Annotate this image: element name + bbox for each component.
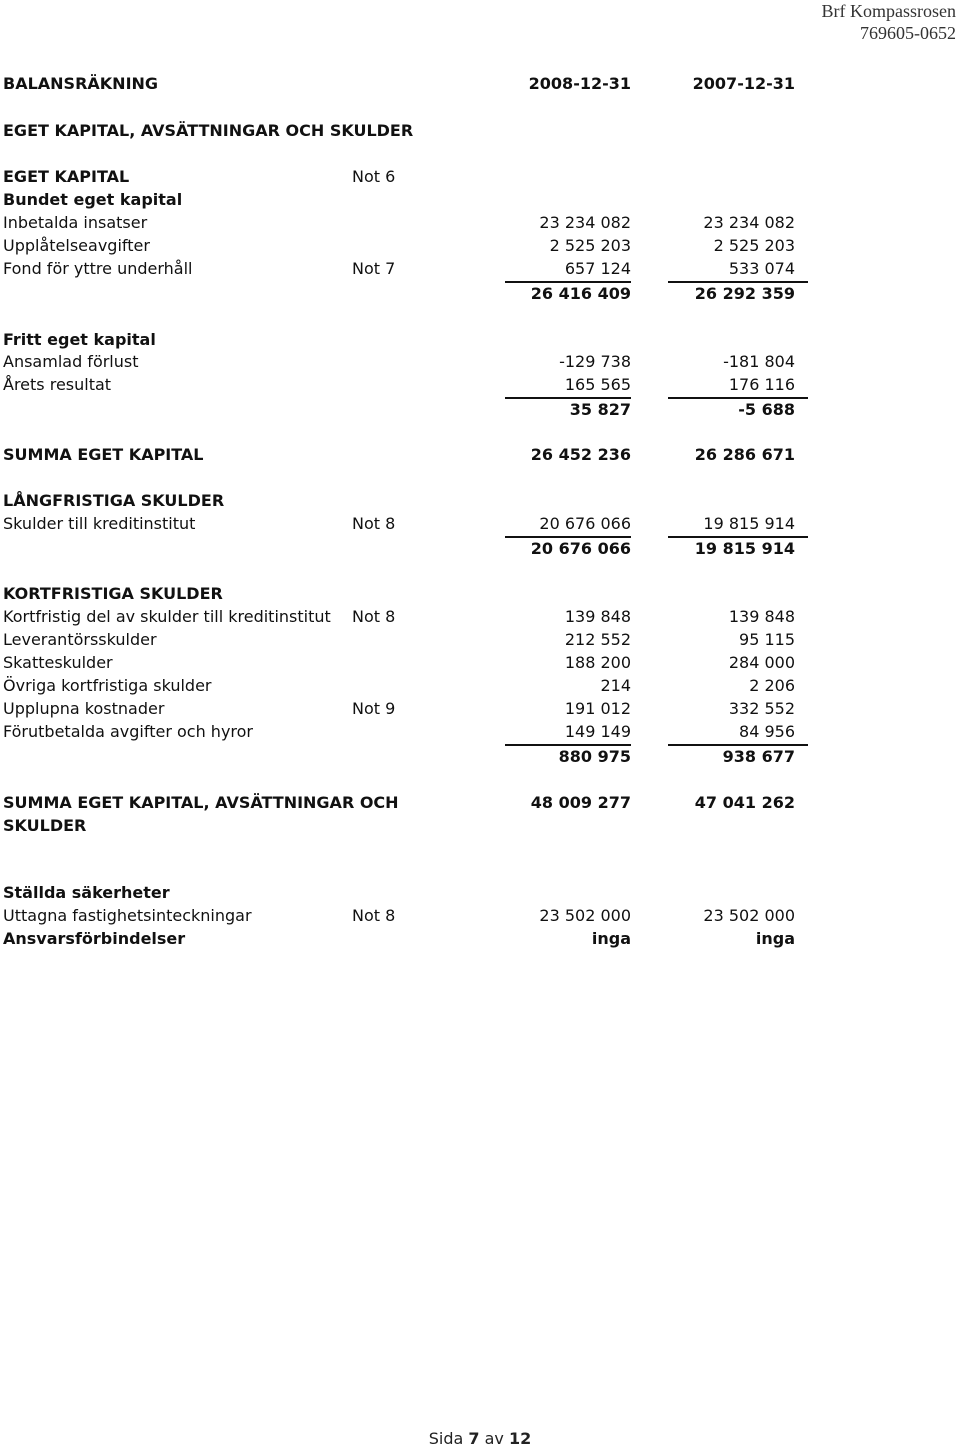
row-note: Not 8	[352, 906, 396, 925]
column-header-2008: 2008-12-31	[528, 74, 631, 93]
table-row	[3, 605, 803, 628]
subtotal-2007: 26 292 359	[694, 284, 795, 303]
table-row	[3, 257, 803, 280]
row-value-2007: 23 234 082	[703, 213, 795, 232]
page-number: 7	[468, 1429, 480, 1448]
row-value-2008: 2 525 203	[549, 236, 631, 255]
grand-total-2008: 48 009 277	[530, 793, 631, 812]
row-value-2007: 284 000	[728, 653, 795, 672]
ansvar-label: Ansvarsförbindelser	[3, 929, 186, 948]
row-value-2008: 139 848	[564, 607, 631, 626]
row-label: Upplupna kostnader	[3, 699, 165, 718]
total-2007: 26 286 671	[694, 445, 795, 464]
row-label: Inbetalda insatser	[3, 213, 148, 232]
org-number: 769605-0652	[860, 23, 956, 43]
row-value-2007: 533 074	[728, 259, 795, 278]
page-title: BALANSRÄKNING	[3, 74, 159, 93]
table-row	[3, 697, 803, 720]
subtotal-row	[3, 745, 803, 768]
row-label: Upplåtelseavgifter	[3, 236, 150, 255]
row-value-2007: -181 804	[723, 352, 795, 371]
subtotal-row	[3, 282, 803, 305]
grand-total-row	[3, 791, 803, 837]
subtotal-2007: 938 677	[722, 747, 795, 766]
stallda-heading: Ställda säkerheter	[3, 883, 170, 902]
document-header	[822, 0, 956, 44]
table-row	[3, 350, 803, 373]
page-footer	[0, 1429, 960, 1449]
ansvar-row	[3, 927, 803, 950]
grand-total-2007: 47 041 262	[694, 793, 795, 812]
section-title: EGET KAPITAL, AVSÄTTNINGAR OCH SKULDER	[3, 121, 414, 140]
row-value-2008: 149 149	[564, 722, 631, 741]
table-row	[3, 674, 803, 697]
eget-kapital-note: Not 6	[352, 167, 396, 186]
row-value-2007: 139 848	[728, 607, 795, 626]
row-value-2008: 23 234 082	[539, 213, 631, 232]
ansvar-2008: inga	[591, 929, 631, 948]
kortfristiga-heading: KORTFRISTIGA SKULDER	[3, 584, 223, 603]
table-row	[3, 234, 803, 257]
row-label: Kortfristig del av skulder till kreditinstitut	[3, 607, 331, 626]
row-value-2007: 176 116	[728, 375, 795, 394]
row-label: Årets resultat	[3, 375, 112, 394]
bundet-heading-row	[3, 188, 803, 211]
row-label: Leverantörsskulder	[3, 630, 157, 649]
page-prefix: Sida	[428, 1429, 464, 1448]
page-total: 12	[509, 1429, 532, 1448]
subtotal-2007: -5 688	[738, 400, 795, 419]
row-value-2008: -129 738	[559, 352, 631, 371]
row-value-2008: 165 565	[564, 375, 631, 394]
section-heading-main	[3, 119, 803, 142]
total-2008: 26 452 236	[530, 445, 631, 464]
table-row	[3, 628, 803, 651]
row-note: Not 9	[352, 699, 396, 718]
row-value-2007: 19 815 914	[703, 514, 795, 533]
row-label: Ansamlad förlust	[3, 352, 139, 371]
bundet-heading: Bundet eget kapital	[3, 190, 183, 209]
ansvar-2007: inga	[755, 929, 795, 948]
row-value-2007: 2 525 203	[713, 236, 795, 255]
row-value-2008: 657 124	[564, 259, 631, 278]
total-row	[3, 443, 803, 466]
page-of: av	[484, 1429, 504, 1448]
row-note: Not 8	[352, 607, 396, 626]
row-label: Skatteskulder	[3, 653, 113, 672]
table-row	[3, 720, 803, 743]
subtotal-2007: 19 815 914	[694, 539, 795, 558]
table-row	[3, 512, 803, 535]
row-value-2008: 191 012	[564, 699, 631, 718]
table-row	[3, 373, 803, 396]
column-header-2007: 2007-12-31	[692, 74, 795, 93]
table-row	[3, 211, 803, 234]
subtotal-row	[3, 537, 803, 560]
total-label: SUMMA EGET KAPITAL	[3, 445, 204, 464]
subtotal-2008: 880 975	[558, 747, 631, 766]
title-row	[3, 72, 803, 95]
row-value-2008: 188 200	[564, 653, 631, 672]
stallda-heading-row	[3, 881, 803, 904]
row-label: Övriga kortfristiga skulder	[3, 676, 212, 695]
kortfristiga-heading-row	[3, 582, 803, 605]
row-note: Not 8	[352, 514, 396, 533]
langfristiga-heading-row	[3, 489, 803, 512]
row-value-2007: 332 552	[728, 699, 795, 718]
row-value-2007: 84 956	[739, 722, 795, 741]
grand-total-label: SUMMA EGET KAPITAL, AVSÄTTNINGAR OCH SKULDER	[3, 793, 399, 835]
company-name: Brf Kompassrosen	[821, 1, 956, 21]
row-value-2007: 2 206	[749, 676, 795, 695]
eget-kapital-heading: EGET KAPITAL	[3, 167, 130, 186]
subtotal-2008: 20 676 066	[530, 539, 631, 558]
subtotal-2008: 26 416 409	[530, 284, 631, 303]
row-value-2008: 212 552	[564, 630, 631, 649]
fritt-heading: Fritt eget kapital	[3, 330, 156, 349]
fritt-heading-row	[3, 328, 803, 351]
row-value-2008: 214	[600, 676, 631, 695]
eget-kapital-heading-row	[3, 165, 803, 188]
subtotal-2008: 35 827	[569, 400, 631, 419]
row-label: Förutbetalda avgifter och hyror	[3, 722, 254, 741]
table-row	[3, 651, 803, 674]
row-label: Fond för yttre underhåll	[3, 259, 193, 278]
langfristiga-heading: LÅNGFRISTIGA SKULDER	[3, 491, 225, 510]
subtotal-row	[3, 398, 803, 421]
table-row	[3, 904, 803, 927]
row-value-2008: 23 502 000	[539, 906, 631, 925]
row-label: Uttagna fastighetsinteckningar	[3, 906, 252, 925]
row-note: Not 7	[352, 259, 396, 278]
row-value-2007: 95 115	[739, 630, 795, 649]
row-value-2008: 20 676 066	[539, 514, 631, 533]
row-value-2007: 23 502 000	[703, 906, 795, 925]
row-label: Skulder till kreditinstitut	[3, 514, 196, 533]
